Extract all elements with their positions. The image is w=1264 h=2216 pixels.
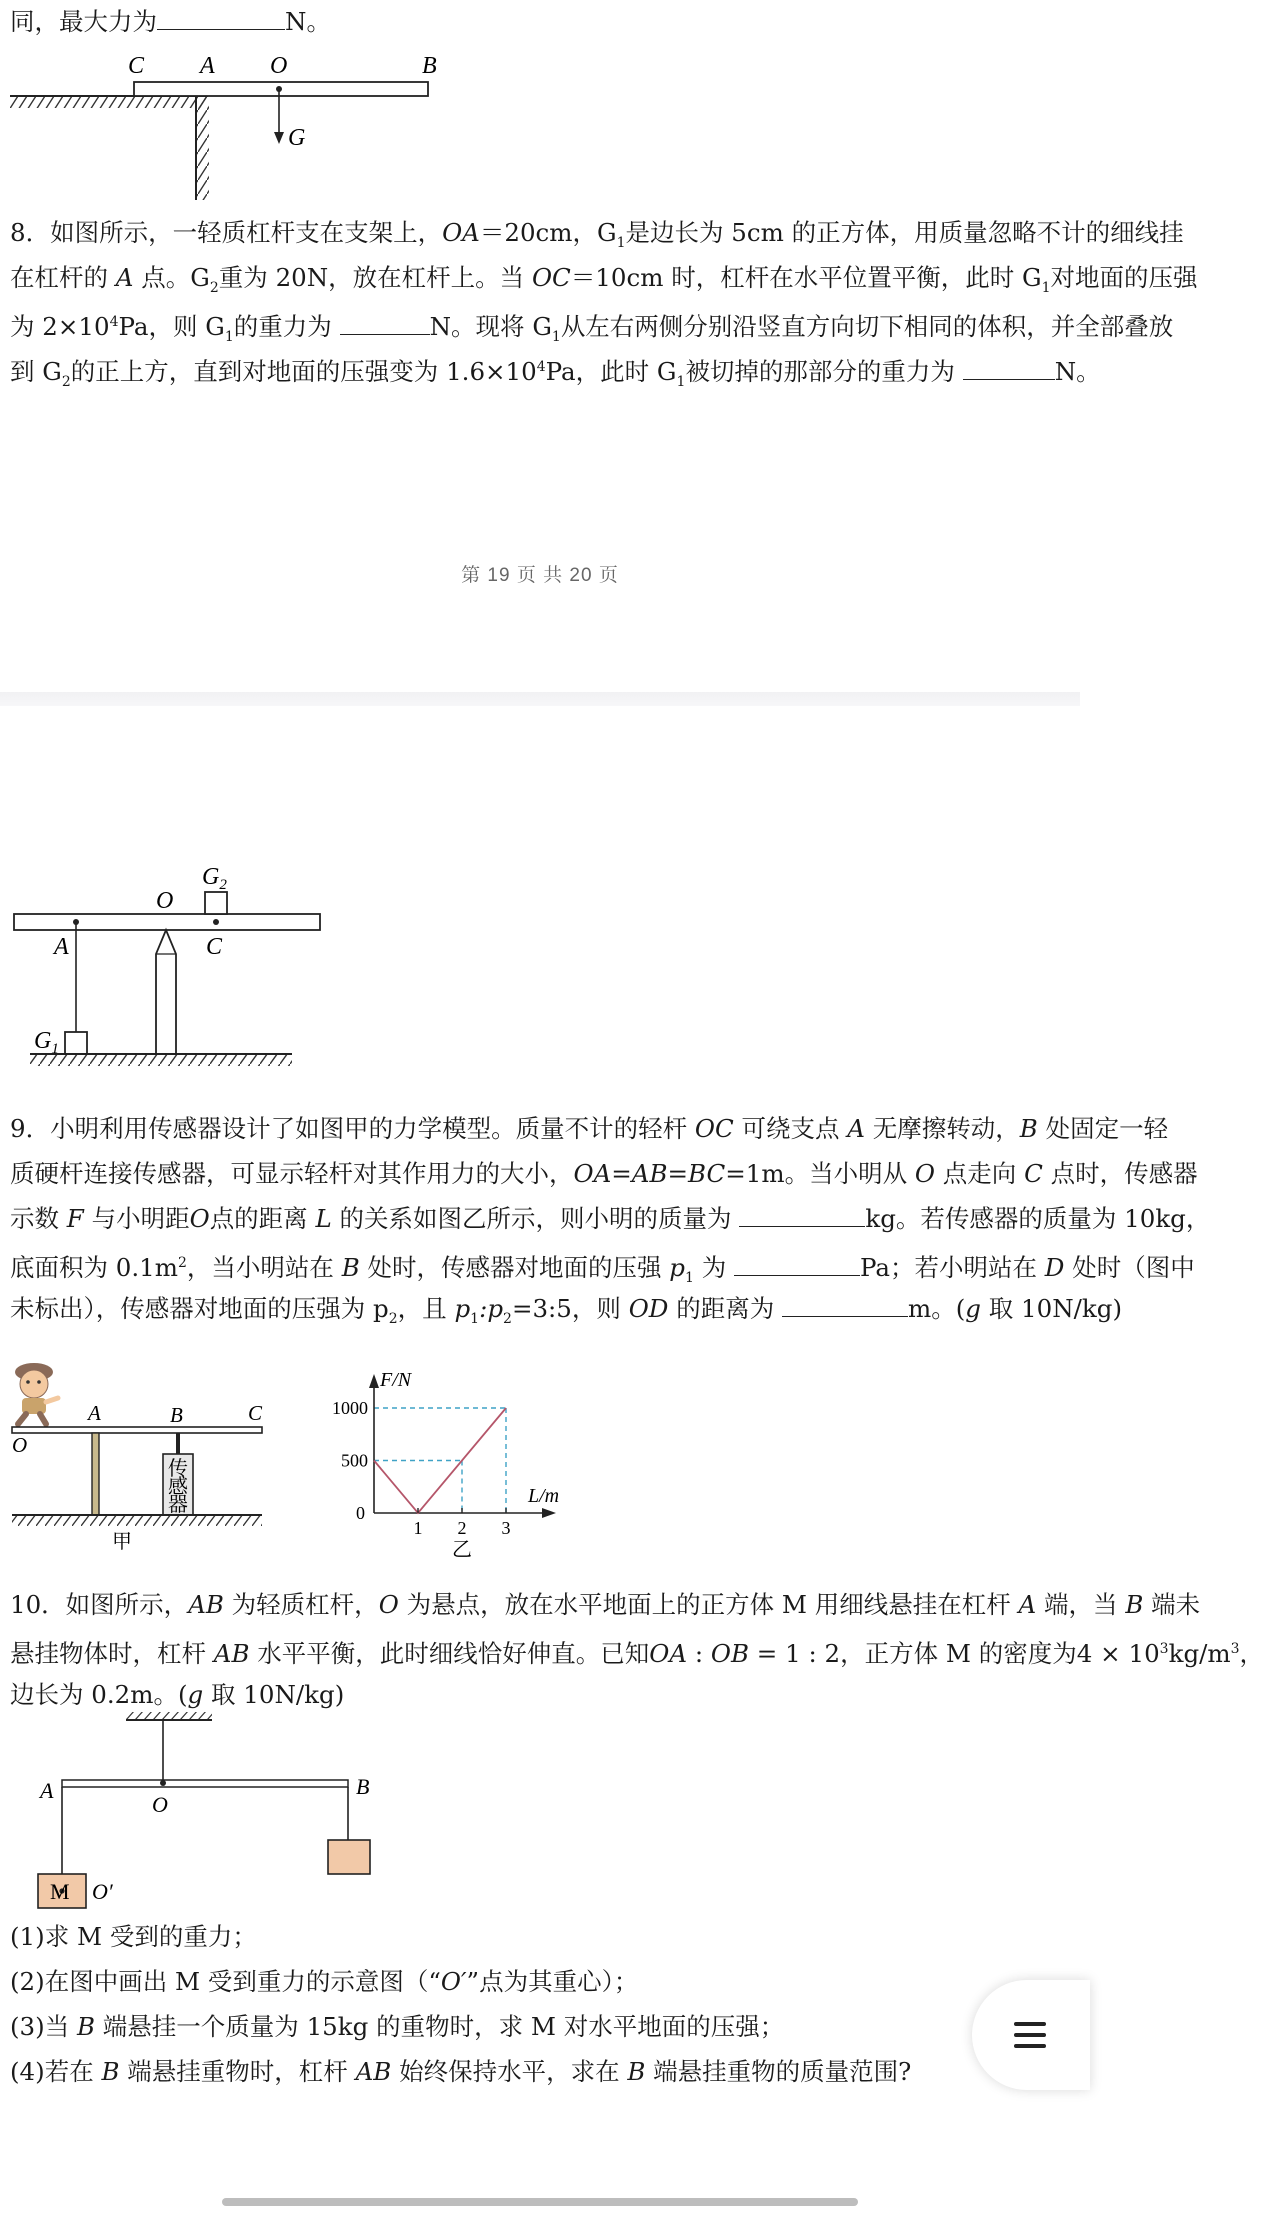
label-a: A: [200, 53, 215, 79]
x-tick-label-2: 2: [457, 1518, 467, 1538]
label-o: O: [270, 53, 288, 79]
answer-blank[interactable]: [734, 1245, 860, 1276]
subquestion-1: (1)求 M 受到的重力；: [10, 1922, 257, 1951]
answer-blank[interactable]: [782, 1286, 908, 1317]
subquestion-2: (2)在图中画出 M 受到重力的示意图（“O′”点为其重心）；: [10, 1967, 639, 1996]
y-axis-label: F/N: [380, 1369, 412, 1391]
xiaoming-figure: [15, 1363, 58, 1424]
label-o: O: [152, 1792, 168, 1817]
home-indicator[interactable]: [222, 2198, 858, 2206]
answer-blank[interactable]: [340, 304, 430, 335]
lever-figure-q7: [0, 40, 460, 210]
x-axis-label: L/m: [528, 1485, 560, 1507]
origin-label: 0: [356, 1503, 365, 1523]
sensor-label-3: 器: [168, 1494, 188, 1516]
label-b: B: [422, 53, 437, 79]
label-o-prime: O′: [92, 1879, 113, 1904]
y-axis-arrow: [369, 1374, 379, 1388]
answer-blank[interactable]: [963, 349, 1055, 380]
question-9: 9．小明利用传感器设计了如图甲的力学模型。质量不计的轻杆 OC 可绕支点 A 无摩擦转动，B 处固定一轻 质硬杆连接传感器，可显示轻杆对其作用力的大小，OA=AB=BC=1m。当小明从 O 点走向 C 点时，传感器 示数 F 与小明距O点的距离 L 的关系如图乙所示，则小明的质量为 kg。若传感器的质量为 10kg， 底面积为 $0.1m^2$，当小明站在 B 处时，传感器对地面的压强 $p_1$ 为 Pa；若小明站在 D 处时（图中 未标出），传感器对地面的压强为 $p_2$，且 $p_1:p_2=3:5$，则 OD 的距离为 m。(g 取 10N/kg): [10, 1114, 1211, 1327]
question-10-subquestions: [10, 1914, 1070, 2094]
caption-yi: 乙: [452, 1539, 472, 1561]
x-tick-label-1: 1: [413, 1518, 423, 1538]
question-8: 8．如图所示，一轻质杠杆支在支架上，OA＝20cm，$G_1$是边长为 5cm 的正方体，用质量忽略不计的细线挂 在杠杆的 A 点。$G_2$重为 20N，放在杠杆上。当 OC＝10cm 时，杠杆在水平位置平衡，此时 $G_1$对地面的压强 为 $2\times 10^4Pa$，则 $G_1$的重力为 N。现将 $G_1$从左右两侧分别沿竖直方向切下相同的体积，并全部叠放 到 $G_2$的正上方，直到对地面的压强变为 $1.6\times 10^4Pa$，此时 $G_1$被切掉的那部分的重力为 N。: [10, 218, 1198, 391]
lever-figure-q10: [0, 1710, 400, 1920]
label-o: O: [156, 888, 174, 914]
subquestion-3: (3)当 B 端悬挂一个质量为 15kg 的重物时，求 M 对水平地面的压强；: [10, 2012, 785, 2041]
x-tick-label-3: 3: [501, 1518, 511, 1538]
sensor-label-2: 感: [168, 1476, 188, 1498]
caption-jia: 甲: [112, 1531, 132, 1553]
answer-blank[interactable]: [157, 0, 285, 30]
page-19: [0, 0, 1198, 692]
page-20: [0, 706, 1264, 2216]
x-axis-arrow: [542, 1508, 556, 1518]
label-g: G: [288, 125, 306, 151]
floating-menu-button[interactable]: [972, 1980, 1090, 2090]
sensor-label-1: 传: [168, 1458, 188, 1480]
y-tick-label-500: 500: [341, 1450, 368, 1471]
y-tick-label-1000: 1000: [332, 1398, 368, 1418]
question-10: 10．如图所示，AB 为轻质杠杆，O 为悬点，放在水平地面上的正方体 M 用细线悬挂在杠杆 A 端，当 B 端未 悬挂物体时，杠杆 AB 水平平衡，此时细线恰好伸直。已知OA : OB = 1 : 2，正方体 M 的密度为$4 \times 10^3kg/m^3$， 边长为 0.2m。(g 取 10N/kg): [10, 1590, 1264, 1709]
label-c: C: [206, 934, 223, 960]
label-b: B: [356, 1774, 370, 1799]
question-7-fragment: [10, 0, 1070, 44]
fragment-text: 同，最大力为: [10, 7, 157, 36]
page-footer: 第 19 页 共 20 页: [461, 565, 619, 586]
label-m: M: [50, 1879, 70, 1904]
page-separator: [0, 692, 1080, 706]
subquestion-4: (4)若在 B 端悬挂重物时，杠杆 AB 始终保持水平，求在 B 端悬挂重物的质量范围?: [10, 2057, 912, 2086]
lever-figure-q8: [0, 854, 340, 1084]
sensor-model-figure: [0, 1358, 280, 1558]
label-g1: $G_1$: [34, 1028, 59, 1057]
label-c: C: [128, 53, 145, 79]
label-g2: $G_2$: [202, 864, 227, 893]
fragment-unit: N。: [285, 7, 331, 36]
label-a: A: [88, 1401, 101, 1425]
label-a: A: [40, 1778, 54, 1803]
label-c: C: [248, 1401, 263, 1425]
force-distance-chart: [310, 1366, 580, 1566]
label-o: O: [12, 1433, 28, 1457]
label-b: B: [170, 1403, 183, 1427]
answer-blank[interactable]: [739, 1196, 865, 1227]
chart-guides: [374, 1408, 506, 1513]
label-a: A: [54, 934, 69, 960]
